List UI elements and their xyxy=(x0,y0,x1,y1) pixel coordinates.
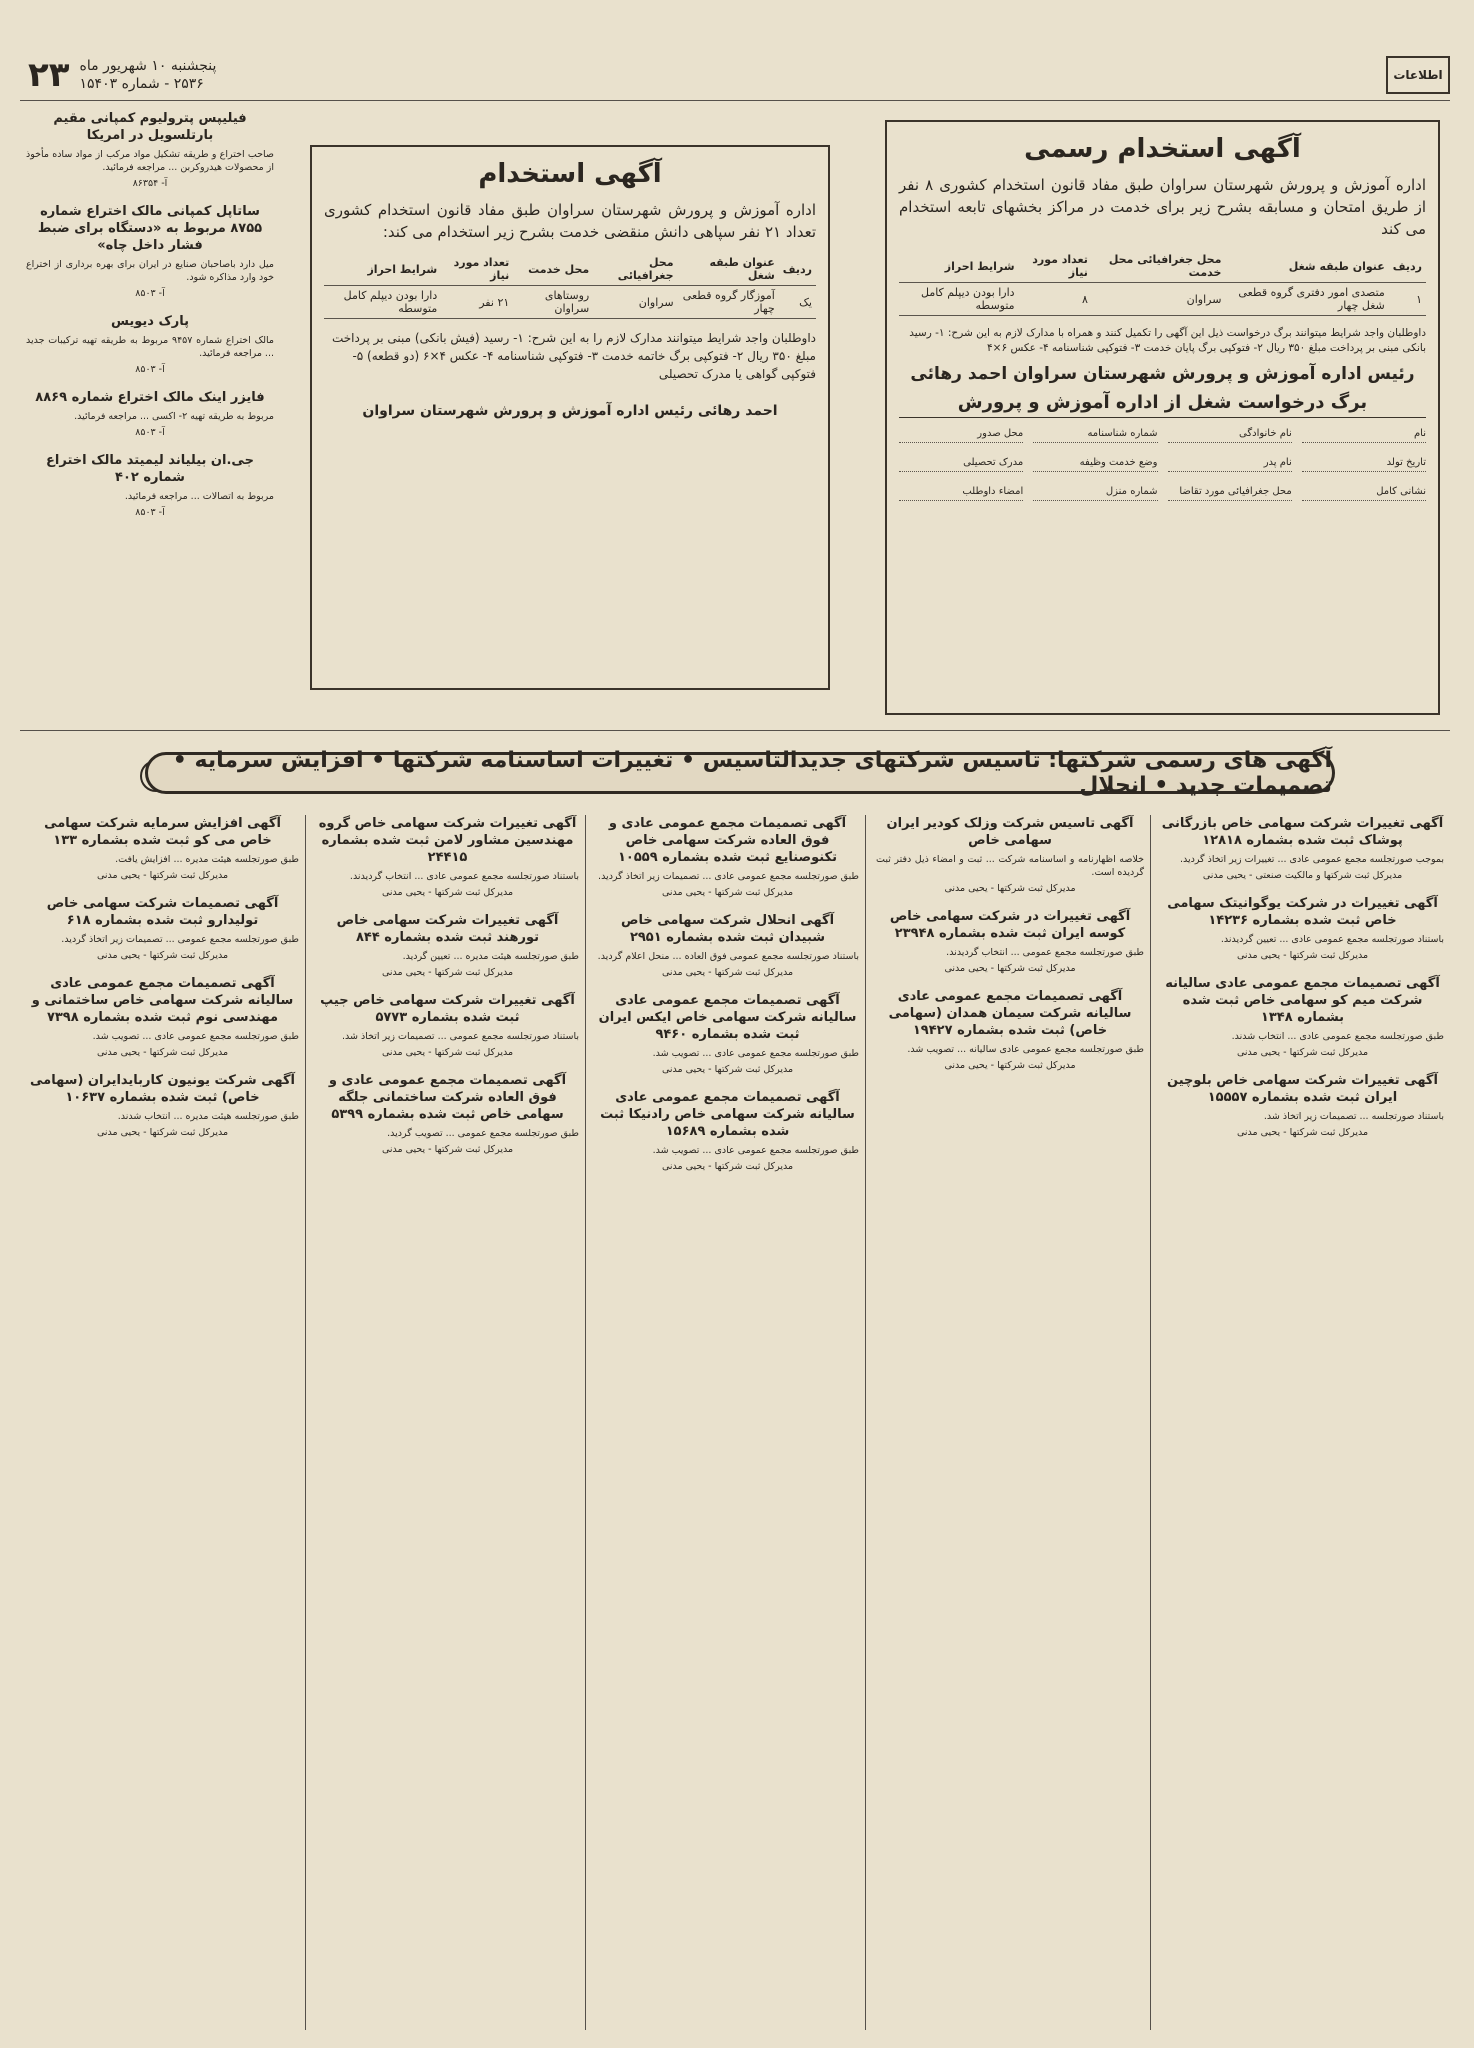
notice-signature: مدیرکل ثبت شرکتها - یحیی مدنی xyxy=(1236,1047,1369,1058)
header-rule xyxy=(20,100,1450,101)
ad-conditions: داوطلبان واجد شرایط میتوانند برگ درخواست ذیل این آگهی را تکمیل کنند و همراه با مدارک لازم به این شرح: ۱- رسید بانکی مبنی بر پرداخت مبلغ ۳۵۰ ریال ۲- فتوکپی برگ پایان خدمت ۳- فتوکپی شناسنامه ۴- عکس ۶×۴ xyxy=(909,327,1426,354)
notice-body: باستناد صورتجلسه مجمع عمومی عادی ... انتخاب گردیدند. xyxy=(349,871,579,882)
notice-signature: مدیرکل ثبت شرکتها - یحیی مدنی xyxy=(381,887,514,898)
company-notice xyxy=(596,912,859,978)
table-cell: یک xyxy=(779,286,816,319)
patent-notice xyxy=(26,203,274,299)
date-block xyxy=(20,55,216,95)
table-header: تعداد مورد نیاز xyxy=(441,253,513,286)
ad-body: اداره آموزش و پرورش شهرستان سراوان طبق مفاد قانون استخدام کشوری تعداد ۲۱ نفر سپاهی دانش منقضی خدمت بشرح زیر استخدام می کند: xyxy=(324,201,816,241)
notice-body: طبق صورتجلسه مجمع عمومی عادی ... تصمیمات زیر اتخاذ گردید. xyxy=(598,871,859,882)
notice-title: آگهی تصمیمات شرکت سهامی خاص تولیدارو ثبت شده بشماره ۶۱۸ xyxy=(46,896,279,928)
table-cell: ۲۱ نفر xyxy=(441,286,513,319)
company-notice xyxy=(1161,895,1444,961)
form-field: محل جغرافیائی مورد تقاضا xyxy=(1168,486,1292,501)
form-field: نام خانوادگی xyxy=(1168,428,1292,443)
company-notice xyxy=(876,988,1144,1071)
table-cell: متصدی امور دفتری گروه قطعی شغل چهار xyxy=(1225,283,1388,316)
form-field: شماره شناسنامه xyxy=(1033,428,1157,443)
notice-body: طبق صورتجلسه مجمع عمومی عادی ... تصویب شد. xyxy=(652,1048,859,1059)
notice-title: آگهی تغییرات شرکت سهامی خاص بازرگانی پوشاک ثبت شده بشماره ۱۲۸۱۸ xyxy=(1161,816,1444,848)
notice-title: آگهی تصمیمات مجمع عمومی عادی سالیانه شرکت سهامی خاص رادنیکا ثبت شده بشماره ۱۵۶۸۹ xyxy=(600,1090,855,1139)
table-cell: دارا بودن دیپلم کامل متوسطه xyxy=(324,286,441,319)
notice-ref: آ- ۸۶۳۵۴ xyxy=(132,178,168,189)
notice-body: باستناد صورتجلسه مجمع عمومی ... تصمیمات زیر اتخاذ شد. xyxy=(341,1031,579,1042)
date-line: پنجشنبه ۱۰ شهریور ماه xyxy=(79,58,217,74)
notice-signature: مدیرکل ثبت شرکتها - یحیی مدنی xyxy=(1236,950,1369,961)
form-field: شماره منزل xyxy=(1033,486,1157,501)
table-cell: سراوان xyxy=(1092,283,1226,316)
notice-signature: مدیرکل ثبت شرکتها - یحیی مدنی xyxy=(96,950,229,961)
notice-title: آگهی تاسیس شرکت وزلک کودیر ایران سهامی خاص xyxy=(886,816,1134,848)
notice-signature: مدیرکل ثبت شرکتها - یحیی مدنی xyxy=(96,1127,229,1138)
notice-title: جی.ان بیلیاند لیمیتد مالک اختراع شماره ۴۰۲ xyxy=(46,453,254,485)
notice-signature: مدیرکل ثبت شرکتها - یحیی مدنی xyxy=(381,967,514,978)
company-notice xyxy=(596,815,859,898)
company-notice xyxy=(1161,1072,1444,1138)
notice-body: طبق صورتجلسه مجمع عمومی عادی ... تصویب شد. xyxy=(92,1031,299,1042)
ad-title: آگهی استخدام xyxy=(478,159,662,189)
notice-title: آگهی تغییرات در شرکت یوگوانیتک سهامی خاص ثبت شده بشماره ۱۴۲۳۶ xyxy=(1167,896,1438,928)
company-notice xyxy=(26,895,299,961)
notice-ref: آ- ۸۵۰۳ xyxy=(135,427,165,438)
notice-body: طبق صورتجلسه هیئت مدیره ... انتخاب شدند. xyxy=(117,1111,299,1122)
notice-body: طبق صورتجلسه مجمع عمومی عادی سالیانه ... تصویب شد. xyxy=(907,1044,1144,1055)
table-header: ردیف xyxy=(1389,250,1426,283)
form-field: امضاء داوطلب xyxy=(899,486,1023,501)
notice-body: طبق صورتجلسه مجمع عمومی ... تصمیمات زیر اتخاذ گردید. xyxy=(61,934,299,945)
notice-column-4 xyxy=(310,815,585,2035)
notice-column-5 xyxy=(20,815,305,2035)
notice-title: فیلیپس پترولیوم کمپانی مقیم بارتلسویل در امریکا xyxy=(53,111,247,143)
notice-title: آگهی تصمیمات مجمع عمومی عادی و فوق العاده شرکت سهامی خاص تکنوصنایع ثبت شده بشماره ۱۰۵۵۹ xyxy=(608,816,847,865)
notice-column-3 xyxy=(590,815,865,2035)
form-title: برگ درخواست شغل از اداره آموزش و پرورش xyxy=(899,392,1426,418)
notice-ref: آ- ۸۵۰۳ xyxy=(135,288,165,299)
company-notice xyxy=(26,1072,299,1138)
patent-notice xyxy=(26,452,274,518)
top-left-column xyxy=(20,110,280,720)
column-divider xyxy=(865,815,866,2030)
table-header: محل جغرافیائی xyxy=(593,253,677,286)
notice-signature: مدیرکل ثبت شرکتها - یحیی مدنی xyxy=(96,1047,229,1058)
table-header: عنوان طبقه شغل xyxy=(678,253,779,286)
official-notices-banner xyxy=(145,748,1335,798)
notice-body: میل دارد باصاحبان صنایع در ایران برای بهره برداری از اختراع خود وارد مذاکره شود. xyxy=(26,259,274,283)
form-field: وضع خدمت وظیفه xyxy=(1033,457,1157,472)
table-cell: روستاهای سراوان xyxy=(513,286,593,319)
form-field: نام xyxy=(1302,428,1426,443)
notice-body: صاحب اختراع و طریقه تشکیل مواد مرکب از مواد ساده مأخوذ از محصولات هیدروکربن ... مراجعه فرمائید. xyxy=(26,149,274,173)
notice-body: طبق صورتجلسه مجمع عمومی عادی ... انتخاب شدند. xyxy=(1231,1031,1444,1042)
table-cell: آموزگار گروه قطعی چهار xyxy=(678,286,779,319)
company-notice xyxy=(1161,815,1444,881)
company-notice xyxy=(316,992,579,1058)
notice-signature: مدیرکل ثبت شرکتها - یحیی مدنی xyxy=(944,1060,1076,1071)
company-notice xyxy=(316,1072,579,1155)
page-header xyxy=(20,55,1450,95)
column-divider xyxy=(585,815,586,2030)
official-employment-ad xyxy=(885,120,1440,715)
column-divider xyxy=(1150,815,1151,2030)
notice-title: آگهی افزایش سرمایه شرکت سهامی خاص می کو ثبت شده بشماره ۱۳۳ xyxy=(44,816,281,848)
application-form xyxy=(899,428,1426,501)
banner-text: آگهی های رسمی شرکتها: تاسیس شرکتهای جدیدالتاسیس • تغییرات اساسنامه شرکتها • افزایش سرمایه • تصمیمات جدید • انحلال xyxy=(172,748,1332,798)
patent-notice xyxy=(26,110,274,189)
notice-title: آگهی تغییرات شرکت سهامی خاص جیپ ثبت شده بشماره ۵۷۷۳ xyxy=(320,993,575,1025)
notice-title: آگهی شرکت یونیون کاربایدایران (سهامی خاص) ثبت شده بشماره ۱۰۶۳۷ xyxy=(30,1073,295,1105)
company-notice xyxy=(26,815,299,881)
ad-title: آگهی استخدام رسمی xyxy=(1024,134,1301,164)
notice-signature: مدیرکل ثبت شرکتها - یحیی مدنی xyxy=(96,870,229,881)
form-field: تاریخ تولد xyxy=(1302,457,1426,472)
table-cell: ۸ xyxy=(1019,283,1092,316)
notice-signature: مدیرکل ثبت شرکتها - یحیی مدنی xyxy=(661,967,794,978)
notice-body: بموجب صورتجلسه مجمع عمومی عادی ... تغییرات زیر اتخاذ گردید. xyxy=(1179,854,1444,865)
section-rule xyxy=(20,730,1450,731)
company-notice xyxy=(876,815,1144,894)
notice-signature: مدیرکل ثبت شرکتها - یحیی مدنی xyxy=(661,887,794,898)
patent-notice xyxy=(26,389,274,438)
form-field: محل صدور xyxy=(899,428,1023,443)
notice-title: فایزر اینک مالک اختراع شماره ۸۸۶۹ xyxy=(35,390,265,405)
newspaper-logo: اطلاعات xyxy=(1386,56,1450,94)
notice-column-2 xyxy=(870,815,1150,2035)
notice-signature: مدیرکل ثبت شرکتها - یحیی مدنی xyxy=(661,1064,794,1075)
notice-signature: مدیرکل ثبت شرکتها - یحیی مدنی xyxy=(944,963,1076,974)
company-notice xyxy=(876,908,1144,974)
ad-signature: رئیس اداره آموزش و پرورش شهرستان سراوان احمد رهائی xyxy=(910,364,1415,384)
notice-title: آگهی تصمیمات مجمع عمومی عادی سالیانه شرکت میم کو سهامی خاص ثبت شده بشماره ۱۳۴۸ xyxy=(1165,976,1440,1025)
requirements-table xyxy=(899,250,1426,316)
company-notice xyxy=(596,992,859,1075)
form-field: مدرک تحصیلی xyxy=(899,457,1023,472)
company-notice xyxy=(316,815,579,898)
table-cell: سراوان xyxy=(593,286,677,319)
notice-body: خلاصه اظهارنامه و اساسنامه شرکت ... ثبت و امضاء ذیل دفتر ثبت گردیده است. xyxy=(876,854,1144,878)
notice-title: آگهی تصمیمات مجمع عمومی عادی سالیانه شرکت سیمان همدان (سهامی خاص) ثبت شده بشماره ۱۹۴۲۷ xyxy=(888,989,1132,1038)
notice-signature: مدیرکل ثبت شرکتها و مالکیت صنعتی - یحیی مدنی xyxy=(1202,870,1403,881)
ad-body: اداره آموزش و پرورش شهرستان سراوان طبق مفاد قانون استخدام کشوری ۸ نفر از طریق امتحان و مسابقه بشرح زیر برای خدمت در مراکز بخشهای تابعه استخدام می کند xyxy=(899,176,1426,238)
notice-title: آگهی تغییرات شرکت سهامی خاص تورهند ثبت شده بشماره ۸۴۴ xyxy=(336,913,559,945)
notice-title: آگهی تصمیمات مجمع عمومی عادی سالیانه شرکت سهامی خاص ساختمانی و مهندسی نوم ثبت شده بشماره ۷۳۹۸ xyxy=(31,976,294,1025)
notice-title: ساتاپل کمپانی مالک اختراع شماره ۸۷۵۵ مربوط به «دستگاه برای ضبط فشار داخل چاه» xyxy=(37,204,263,253)
table-cell: ۱ xyxy=(1389,283,1426,316)
notice-body: طبق صورتجلسه مجمع عمومی ... تصویب گردید. xyxy=(387,1128,579,1139)
notice-title: آگهی تصمیمات مجمع عمومی عادی و فوق العاده شرکت ساختمانی جلگه سهامی خاص ثبت شده بشماره ۵۳۹۹ xyxy=(328,1073,567,1122)
notice-title: آگهی تصمیمات مجمع عمومی عادی سالیانه شرکت سهامی خاص ایکس ایران ثبت شده بشماره ۹۴۶۰ xyxy=(598,993,857,1042)
table-header: شرایط احراز xyxy=(899,250,1019,283)
issue-line: ۲۵۳۶ - شماره ۱۵۴۰۳ xyxy=(79,76,204,92)
notice-body: باستناد صورتجلسه مجمع عمومی عادی ... تعیین گردیدند. xyxy=(1220,934,1444,945)
company-notice xyxy=(316,912,579,978)
ad-signature: احمد رهائی رئیس اداره آموزش و پرورش شهرستان سراوان xyxy=(362,403,778,419)
notice-title: آگهی تغییرات شرکت سهامی خاص بلوچین ایران ثبت شده بشماره ۱۵۵۵۷ xyxy=(1167,1073,1438,1105)
notice-signature: مدیرکل ثبت شرکتها - یحیی مدنی xyxy=(1236,1127,1369,1138)
notice-ref: آ- ۸۵۰۳ xyxy=(135,364,165,375)
table-header: محل جغرافیائی محل خدمت xyxy=(1092,250,1226,283)
notice-body: مالک اختراع شماره ۹۴۵۷ مربوط به طریقه تهیه ترکیبات جدید ... مراجعه فرمائید. xyxy=(26,335,274,359)
notice-title: پارک دیویس xyxy=(110,314,190,329)
notice-signature: مدیرکل ثبت شرکتها - یحیی مدنی xyxy=(661,1161,794,1172)
company-notice xyxy=(1161,975,1444,1058)
table-header: ردیف xyxy=(779,253,816,286)
teacher-employment-ad xyxy=(310,145,830,690)
column-divider xyxy=(305,815,306,2030)
notice-body: مربوط به طریقه تهیه ۲- اکسی ... مراجعه فرمائید. xyxy=(74,411,274,422)
notice-body: طبق صورتجلسه هیئت مدیره ... افزایش یافت. xyxy=(115,854,299,865)
form-field: نام پدر xyxy=(1168,457,1292,472)
notice-signature: مدیرکل ثبت شرکتها - یحیی مدنی xyxy=(944,883,1076,894)
notice-body: طبق صورتجلسه مجمع عمومی ... انتخاب گردیدند. xyxy=(946,947,1144,958)
notice-title: آگهی انحلال شرکت سهامی خاص شبیدان ثبت شده بشماره ۲۹۵۱ xyxy=(620,913,835,945)
notice-title: آگهی تغییرات شرکت سهامی خاص گروه مهندسین مشاور لامن ثبت شده بشماره ۲۴۴۱۵ xyxy=(318,816,577,865)
form-field: نشانی کامل xyxy=(1302,486,1426,501)
requirements-table xyxy=(324,253,816,319)
company-notice xyxy=(26,975,299,1058)
notice-body: باستناد صورتجلسه مجمع عمومی فوق العاده ... منحل اعلام گردید. xyxy=(597,951,859,962)
notice-body: طبق صورتجلسه مجمع عمومی عادی ... تصویب شد. xyxy=(652,1145,859,1156)
patent-notice xyxy=(26,313,274,375)
notice-ref: آ- ۸۵۰۳ xyxy=(135,507,165,518)
notice-body: مربوط به اتصالات ... مراجعه فرمائید. xyxy=(124,491,274,502)
table-cell: دارا بودن دیپلم کامل متوسطه xyxy=(899,283,1019,316)
table-header: عنوان طبقه شغل xyxy=(1225,250,1388,283)
notice-title: آگهی تغییرات در شرکت سهامی خاص کوسه ایران ثبت شده بشماره ۲۳۹۴۸ xyxy=(889,909,1131,941)
table-header: تعداد مورد نیاز xyxy=(1019,250,1092,283)
notice-body: باستناد صورتجلسه ... تصمیمات زیر اتخاذ شد. xyxy=(1263,1111,1444,1122)
table-header: شرایط احراز xyxy=(324,253,441,286)
notice-body: طبق صورتجلسه هیئت مدیره ... تعیین گردید. xyxy=(402,951,579,962)
ad-conditions: داوطلبان واجد شرایط میتوانند مدارک لازم را به این شرح: ۱- رسید (فیش بانکی) مبنی بر پرداخت مبلغ ۳۵۰ ریال ۲- فتوکپی برگ خاتمه خدمت ۳- فتوکپی شناسنامه ۴- عکس ۴×۶ (دو قطعه) ۵- فتوکپی گواهی یا مدرک تحصیلی xyxy=(331,331,816,381)
notice-signature: مدیرکل ثبت شرکتها - یحیی مدنی xyxy=(381,1047,514,1058)
company-notice xyxy=(596,1089,859,1172)
page-number: ۲۳ xyxy=(28,55,70,95)
notice-signature: مدیرکل ثبت شرکتها - یحیی مدنی xyxy=(381,1144,514,1155)
table-header: محل خدمت xyxy=(513,253,593,286)
notice-column-1 xyxy=(1155,815,1450,2035)
